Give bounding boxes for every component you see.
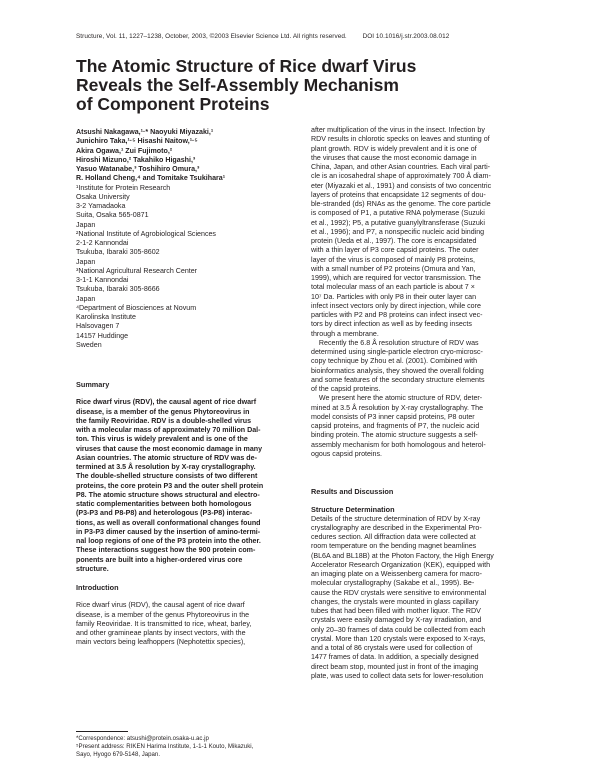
affiliation-line: Tsukuba, Ibaraki 305-8602	[76, 248, 160, 257]
body-line: Accelerator Research Organization (KEK), equipped with	[311, 560, 491, 569]
summary-line: termined at 3.5 Å resolution by X-ray crystallography.	[76, 463, 256, 471]
results-heading: Results and Discussion	[311, 487, 394, 496]
affiliation-line: Sweden	[76, 340, 102, 349]
body-line: 10⁷ Da. Particles with only P8 in their outer layer can	[311, 292, 477, 301]
body-line: is composed of P1, a putative RNA polymerase (Suzuki	[311, 209, 485, 218]
body-line: protein (Ueda et al., 1997). The core is encapsidated	[311, 237, 477, 245]
body-line: particles with P2 and P8 proteins can infect insect vec-	[311, 311, 483, 319]
body-line: cle is an icosahedral shape of approximately 700 Å diam-	[311, 172, 491, 181]
body-line: total molecular mass of an each particle is about 7 ×	[311, 283, 475, 292]
body-line: model consists of P3 inner capsid proteins, P8 outer	[311, 412, 475, 421]
body-line: 1477 frames of data. In addition, a specially designed	[311, 653, 479, 662]
body-line: capsid proteins, and fragments of P7, the nucleic acid	[311, 422, 480, 430]
introduction-line: Rice dwarf virus (RDV), the causal agent of rice dwarf	[76, 601, 245, 610]
footnote-line: Sayo, Hyogo 679-5148, Japan.	[76, 751, 161, 759]
body-line: We present here the atomic structure of RDV, deter-	[311, 394, 483, 403]
body-paragraph-2	[311, 339, 535, 395]
summary-line: ton. This virus is widely prevalent and is one of the	[76, 435, 248, 444]
summary-line: Rice dwarf virus (RDV), the causal agent of rice dwarf	[76, 398, 257, 407]
affiliation-line: 3-1-1 Kannondai	[76, 276, 129, 284]
author-line: Hiroshi Mizuno,² Takahiko Higashi,³	[76, 155, 196, 164]
body-line: 1999), which are required for vector transmission. The	[311, 274, 481, 282]
body-line: eter (Miyazaki et al., 1991) and consists of two concentric	[311, 181, 492, 190]
article-title	[76, 56, 417, 114]
footnotes	[76, 735, 302, 760]
body-line: with a thin layer of P3 core capsid proteins. The outer	[311, 246, 479, 255]
body-line: crystal. More than 120 crystals were exposed to X-rays,	[311, 634, 486, 643]
body-line: direct beam stop, mounted just in front of the imaging	[311, 662, 479, 671]
summary-line: proteins, the core protein P3 and the outer shell protein	[76, 481, 264, 490]
body-line: et al., 1996); and P7, a nonspecific nucleic acid binding	[311, 227, 485, 236]
summary-line: Asian countries. The atomic structure of RDV was de-	[76, 453, 257, 462]
doi: DOI 10.1016/j.str.2003.08.012	[362, 33, 450, 40]
body-line: and a total of 86 crystals were used for collection of	[311, 644, 473, 652]
body-line: ogous capsid proteins.	[311, 449, 382, 458]
body-line: bioinformatics analysis, they showed the overall folding	[311, 366, 484, 375]
body-line: China, Japan, and other Asian countries. Each viral parti-	[311, 163, 491, 171]
body-line: determined using single-particle electron cryo-microsc-	[311, 348, 483, 356]
body-line: layers of proteins that encapsidate 12 segments of dou-	[311, 190, 486, 199]
body-line: assembly mechanism for both homologous and heterol-	[311, 440, 486, 449]
affiliation-line: 3-2 Yamadaoka	[76, 202, 126, 210]
body-line: mined at 3.5 Å resolution by X-ray crystallography. The	[311, 403, 484, 412]
introduction-line: and other gramineae plants by insect vectors, with the	[76, 629, 246, 637]
body-line: cedures section. All diffraction data were collected at	[311, 533, 476, 541]
structure-determination-text	[311, 515, 535, 682]
summary-line: These interactions suggest how the 900 protein com-	[76, 546, 256, 555]
summary-line: (P3-P3 and P8-P8) and heterologous (P3-P8) interac-	[76, 509, 253, 518]
body-line: cause the RDV crystals were sensitive to environmental	[311, 588, 487, 597]
body-line: et al., 1992); P5, a putative guanylyltransferase (Suzuki	[311, 218, 485, 227]
body-line: ble-stranded (ds) RNAs as the genome. The core particle	[311, 200, 491, 208]
body-paragraph-1	[311, 126, 535, 339]
body-line: after multiplication of the virus in the insect. Infection by	[311, 126, 485, 134]
summary-line: the family Reoviridae. RDV is a double-shelled virus	[76, 416, 252, 425]
summary-line: static complementarities between both homologous	[76, 500, 252, 508]
affiliation-line: ²National Institute of Agrobiological Sciences	[76, 229, 216, 238]
author-line: Junichiro Taka,¹·⁵ Hisashi Naitow,¹·⁵	[76, 137, 198, 146]
affiliation-line: ⁴Department of Biosciences at Novum	[76, 303, 197, 312]
introduction-line: main vectors being leafhoppers (Nephotettix species),	[76, 638, 246, 647]
body-paragraph-3	[311, 394, 535, 459]
body-line: tors by direct infection as well as by feeding insects	[311, 320, 472, 329]
affiliation-line: Suita, Osaka 565-0871	[76, 211, 149, 220]
body-line: plate, was used to collect data sets for lower-resolution	[311, 671, 484, 680]
journal-citation: Structure, Vol. 11, 1227–1238, October, 2003, ©2003 Elsevier Science Ltd. All rights reserved.	[76, 33, 347, 40]
body-line: crystals were easily damaged by X-ray irradiation, and	[311, 616, 482, 625]
body-line: Recently the 6.8 Å resolution structure of RDV was	[311, 338, 479, 347]
author-line: Yasuo Watanabe,³ Toshihiro Omura,³	[76, 165, 200, 173]
affiliations	[76, 184, 300, 351]
affiliation-line: 2-1-2 Kannondai	[76, 239, 129, 247]
body-line: of the capsid proteins.	[311, 385, 381, 393]
body-line: changes, the crystals were mounted in glass capillary	[311, 597, 479, 606]
affiliation-line: Halsovagen 7	[76, 322, 120, 331]
affiliation-line: Japan	[76, 294, 96, 303]
right-column	[311, 126, 535, 681]
body-line: and some features of the secondary structure elements	[311, 375, 485, 384]
body-line: (BL6A and BL18B) at the Photon Factory, the High Energy	[311, 551, 494, 560]
structure-determination-heading: Structure Determination	[311, 505, 395, 515]
running-header	[76, 33, 536, 40]
body-line: molecular crystallography (Sakabe et al., 1995). Be-	[311, 579, 475, 588]
affiliation-line: ³National Agricultural Research Center	[76, 266, 198, 275]
author-list	[76, 128, 300, 184]
body-line: RDV results in chlorotic specks on leaves and stunting of	[311, 135, 490, 144]
body-line: binding protein. The atomic structure suggests a self-	[311, 431, 478, 440]
footnote-line: *Correspondence: atsushi@protein.osaka-u.ac.jp	[76, 735, 209, 742]
affiliation-line: Tsukuba, Ibaraki 305-8666	[76, 285, 160, 294]
body-line: with a small number of P2 proteins (Omura and Yan,	[311, 264, 476, 273]
affiliation-line: Osaka University	[76, 192, 130, 201]
author-line: Atsushi Nakagawa,¹·* Naoyuki Miyazaki,¹	[76, 128, 214, 136]
title-line: of Component Proteins	[76, 94, 270, 114]
footnote-line: ⁵Present address: RIKEN Harima Institute, 1-1-1 Kouto, Mikazuki,	[76, 743, 254, 751]
body-line: an imaging plate on a Weissenberg camera for macro-	[311, 570, 482, 578]
affiliation-line: 14157 Huddinge	[76, 331, 129, 340]
body-line: layer of the virus is composed of mainly P8 proteins,	[311, 255, 476, 264]
author-line: Akira Ogawa,¹ Zui Fujimoto,²	[76, 146, 173, 155]
summary-line: tions, as well as overall conformational changes found	[76, 518, 261, 527]
summary-heading: Summary	[76, 380, 110, 389]
body-line: Details of the structure determination of RDV by X-ray	[311, 514, 481, 523]
introduction-line: disease, is a member of the genus Phytoreovirus in the	[76, 610, 250, 619]
introduction-text	[76, 601, 300, 647]
affiliation-line: Karolinska Institute	[76, 313, 136, 321]
body-line: through a membrane.	[311, 329, 379, 338]
summary-line: viruses that cause the most economic damage in many	[76, 444, 263, 453]
body-line: crystallography are described in the Experimental Pro-	[311, 523, 482, 532]
body-line: only 20–30 frames of data could be collected from each	[311, 625, 486, 634]
summary-line: nal loop regions of one of the P3 protein into the other.	[76, 537, 261, 545]
introduction-heading: Introduction	[76, 583, 119, 592]
affiliation-line: Japan	[76, 257, 96, 266]
author-line: R. Holland Cheng,⁴ and Tomitake Tsukihara¹	[76, 174, 226, 183]
footnote-rule	[76, 731, 128, 732]
body-line: plant growth. RDV is widely prevalent and it is one of	[311, 144, 477, 153]
affiliation-line: ¹Institute for Protein Research	[76, 183, 171, 192]
title-line: The Atomic Structure of Rice dwarf Virus	[76, 56, 417, 76]
body-line: copy technique by Zhou et al. (2001). Combined with	[311, 357, 478, 366]
body-line: the viruses that cause the most economic damage in	[311, 153, 477, 162]
left-column	[76, 128, 300, 648]
introduction-line: family Reoviridae. It is transmitted to rice, wheat, barley,	[76, 619, 252, 628]
summary-line: The double-shelled structure consists of two different	[76, 472, 258, 481]
title-line: Reveals the Self-Assembly Mechanism	[76, 75, 399, 95]
summary-line: ponents are built into a higher-ordered virus core	[76, 555, 243, 564]
body-line: tubes that had been filled with mother liquor. The RDV	[311, 607, 481, 615]
body-line: infect insect vectors only by direct injection, while core	[311, 301, 481, 310]
summary-text	[76, 398, 300, 574]
summary-line: disease, is a member of the genus Phytoreovirus in	[76, 407, 250, 416]
summary-line: in P3-P3 dimer caused by the insertion of amino-termi-	[76, 527, 261, 536]
summary-line: structure.	[76, 564, 109, 573]
body-line: room temperature on the bending magnet beamlines	[311, 542, 477, 551]
affiliation-line: Japan	[76, 220, 96, 229]
summary-line: with a molecular mass of approximately 70 million Dal-	[76, 426, 261, 434]
summary-line: P8. The atomic structure shows structural and electro-	[76, 490, 260, 499]
